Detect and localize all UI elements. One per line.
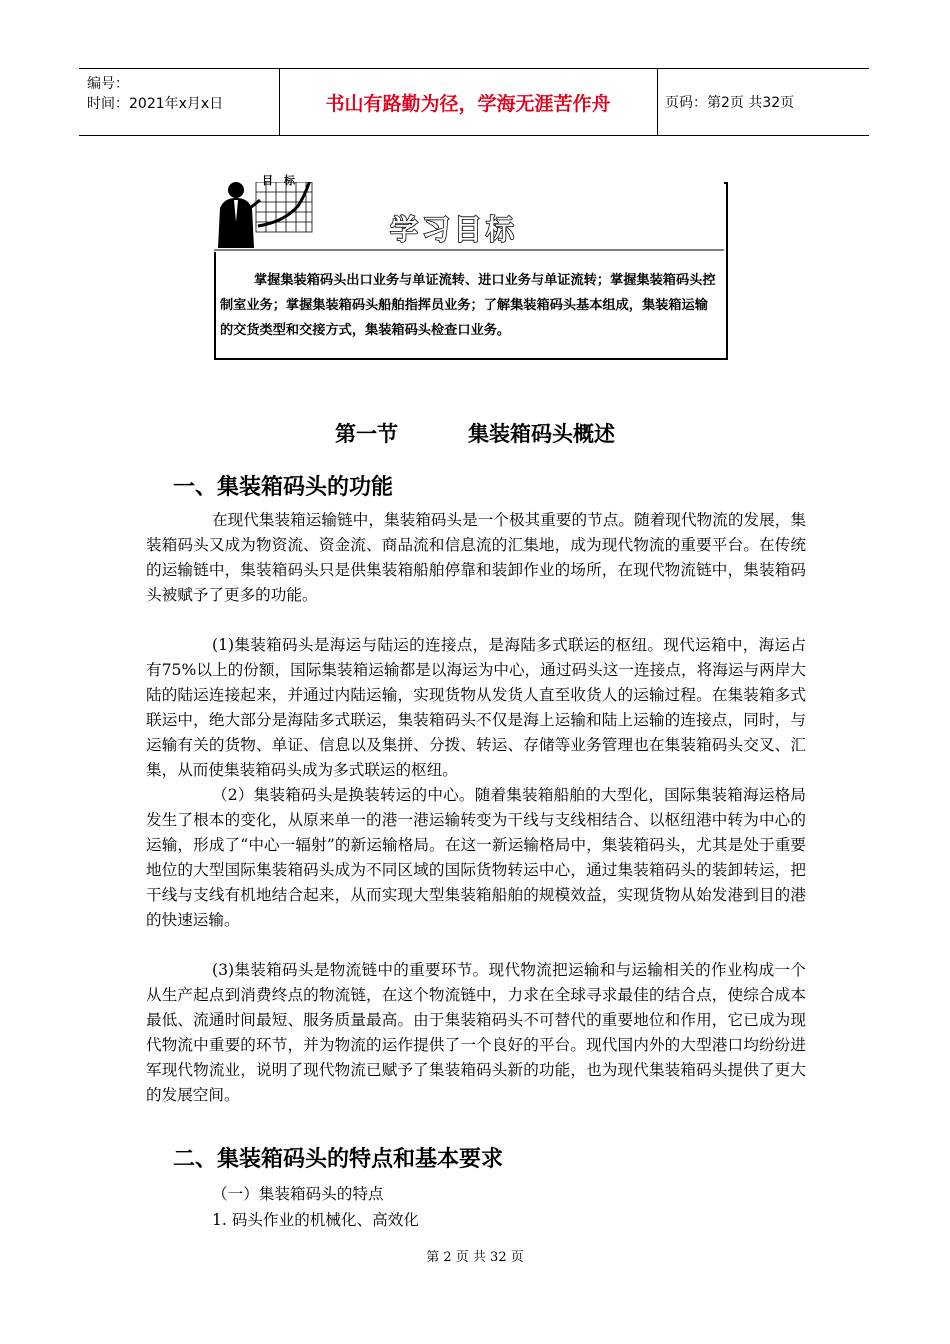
page-header [79,68,869,136]
time-label: 时间：2021年x月x日 [87,96,224,112]
heading-features: 二、集装箱码头的特点和基本要求 [173,1147,504,1172]
learning-objectives-figure [214,160,726,358]
subheading-features: （一）集装箱码头的特点 [212,1185,384,1203]
header-meta-cell [79,69,280,135]
number-label: 编号： [87,76,129,92]
section-title [0,418,950,448]
paragraph-point-3: (3)集装箱码头是物流链中的重要环节。现代物流把运输和与运输相关的作业构成一个从生产起点到消费终点的物流链，在这个物流链中，力求在全球寻求最佳的结合点，使综合成本最低、流通时间最短、服务质量最高。由于集装箱码头不可替代的重要地位和作用，它已成为现代物流中重要的环节，并为物流的运作提供了一个良好的平台。现代国内外的大型港口均纷纷进军现代物流业，说明了现代物流已赋予了集装箱码头新的功能，也为现代集装箱码头提供了更大的发展空间。 [146,961,806,1104]
section-name: 集装箱码头概述 [468,422,615,446]
page-label: 页码：第2页 共32页 [665,95,795,111]
objectives-text: 掌握集装箱码头出口业务与单证流转、进口业务与单证流转；掌握集装箱码头控制室业务；掌握集装箱码头船舶指挥员业务；了解集装箱码头基本组成，集装箱运输的交货类型和交接方式，集装箱码头检查口业务。 [220,273,716,338]
paragraph-intro: 在现代集装箱运输链中，集装箱码头是一个极其重要的节点。随着现代物流的发展，集装箱码头又成为物资流、资金流、商品流和信息流的汇集地，成为现代物流的重要平台。在传统的运输链中，集装箱码头只是供集装箱船舶停靠和装卸作业的场所，在现代物流链中，集装箱码头被赋予了更多的功能。 [146,511,806,604]
objectives-title: 学习目标 [390,213,519,246]
paragraph-point-1: (1)集装箱码头是海运与陆运的连接点，是海陆多式联运的枢纽。现代运箱中，海运占有75%以上的份额，国际集装箱运输都是以海运为中心，通过码头这一连接点，将海运与两岸大陆的陆运连接起来，并通过内陆运输，实现货物从发货人直至收货人的运输过程。在集装箱多式联运中，绝大部分是海陆多式联运，集装箱码头不仅是海上运输和陆上运输的连接点，同时，与运输有关的货物、单证、信息以及集拼、分拨、转运、存储等业务管理也在集装箱码头交叉、汇集，从而使集装箱码头成为多式联运的枢纽。 [146,636,806,779]
list-item-mechanization: 1. 码头作业的机械化、高效化 [212,1211,419,1229]
page-footer: 第 2 页 共 32 页 [426,1250,524,1265]
chart-label-mu: 目 [262,174,273,187]
paragraph-point-2: （2）集装箱码头是换装转运的中心。随着集装箱船舶的大型化，国际集装箱海运格局发生了根本的变化，从原来单一的港一港运输转变为干线与支线相结合、以枢纽港中转为中心的运输，形成了“中心一辐射”的新运输格局。在这一新运输格局中，集装箱码头，尤其是处于重要地位的大型国际集装箱码头成为不同区域的国际货物转运中心，通过集装箱码头的装卸转运，把干线与支线有机地结合起来，从而实现大型集装箱船舶的规模效益，实现货物从始发港到目的港的快速运输。 [146,786,806,929]
section-number: 第一节 [335,422,398,446]
heading-functions: 一、集装箱码头的功能 [173,475,394,500]
motto: 书山有路勤为径，学海无涯苦作舟 [279,69,658,135]
chart-label-biao: 标 [284,174,295,187]
